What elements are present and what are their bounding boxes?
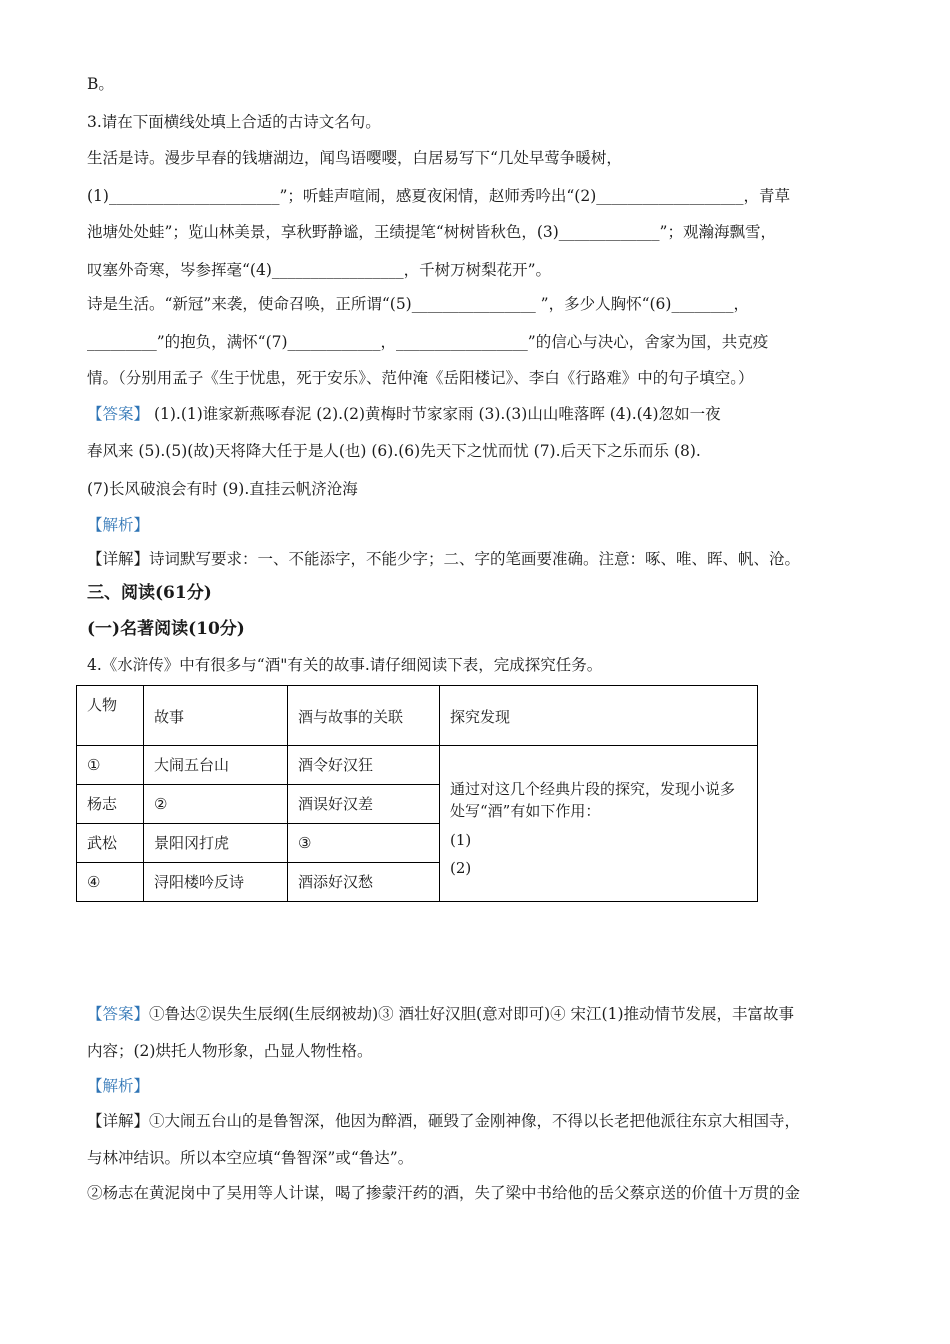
table-cell: 大闹五台山 — [144, 746, 288, 785]
table-cell: ③ — [288, 824, 440, 863]
text-line: _________”的抱负，满怀“(7)____________，_________________”的信心与决心，舍家为国，共克疫 — [87, 333, 769, 351]
table-cell: 浔阳楼吟反诗 — [144, 863, 288, 902]
table-cell: ① — [77, 746, 144, 785]
detail-tag: 【详解】 — [87, 1112, 150, 1130]
header-cell: 探究发现 — [440, 686, 758, 746]
question-4-title: 4.《水浒传》中有很多与“酒"有关的故事.请仔细阅读下表，完成探究任务。 — [87, 656, 603, 674]
text-line: (1)______________________”；听蛙声喧闹，感夏夜闲情，赵师秀吟出“(2)___________________，青草 — [87, 187, 791, 205]
text-line: 诗是生活。“新冠”来袭，使命召唤，正所谓“(5)________________ ”，多少人胸怀“(6)________， — [87, 295, 749, 313]
analysis-tag: 【解析】 — [87, 1077, 150, 1095]
table-cell: 酒令好汉狂 — [288, 746, 440, 785]
text-line: 春风来 (5).(5)(故)天将降大任于是人(也) (6).(6)先天下之忧而忧 (7).后天下之乐而乐 (8). — [87, 442, 701, 460]
finding-item: (2) — [450, 858, 472, 877]
detail-tag: 【详解】 — [87, 550, 150, 568]
answer-line — [87, 403, 867, 425]
answer-text: (1).(1)谁家新燕啄春泥 (2).(2)黄梅时节家家雨 (3).(3)山山唯落晖 (4).(4)忽如一夜 — [149, 405, 721, 423]
text-line: B。 — [87, 75, 114, 93]
research-table — [76, 685, 758, 902]
text-line: 与林冲结识。所以本空应填“鲁智深”或“鲁达”。 — [87, 1149, 414, 1167]
answer-line — [87, 1003, 867, 1025]
answer-text: ①鲁达②误失生辰纲(生辰纲被劫)③ 酒壮好汉胆(意对即可)④ 宋江(1)推动情节发展，丰富故事 — [149, 1005, 795, 1023]
text-line: (7)长风破浪会有时 (9).直挂云帆济沧海 — [87, 480, 358, 498]
table-cell: ② — [144, 785, 288, 824]
table-header-row — [77, 686, 758, 746]
text-line: ②杨志在黄泥岗中了吴用等人计谋，喝了掺蒙汗药的酒，失了梁中书给他的岳父蔡京送的价值十万贯的金 — [87, 1184, 801, 1202]
text-line: 情。（分别用孟子《生于忧患，死于安乐》、范仲淹《岳阳楼记》、李白《行路难》中的句子填空。） — [87, 369, 754, 387]
detail-line — [87, 1110, 867, 1132]
findings-cell — [440, 746, 758, 902]
table-cell: 杨志 — [77, 785, 144, 824]
table-row — [77, 746, 758, 785]
header-cell: 故事 — [144, 686, 288, 746]
subsection-heading: (一)名著阅读(10分) — [87, 619, 245, 639]
table-cell: 酒添好汉愁 — [288, 863, 440, 902]
text-line: 池塘处处蛙”；览山林美景，享秋野静谧，王绩提笔“树树皆秋色，(3)_____________”；观瀚海飘雪， — [87, 223, 776, 241]
section-heading: 三、阅读(61分) — [87, 583, 212, 603]
table-cell: 武松 — [77, 824, 144, 863]
detail-text: 诗词默写要求：一、不能添字，不能少字；二、字的笔画要准确。注意：啄、唯、晖、帆、沧。 — [149, 550, 801, 568]
header-cell: 人物 — [77, 686, 144, 746]
header-cell: 酒与故事的关联 — [288, 686, 440, 746]
detail-line — [87, 548, 867, 570]
finding-item: (1) — [450, 830, 472, 849]
answer-tag: 【答案】 — [87, 1005, 150, 1023]
text-line: 生活是诗。漫步早春的钱塘湖边，闻鸟语嘤嘤，白居易写下“几处早莺争暖树， — [87, 149, 622, 167]
table-cell: 景阳冈打虎 — [144, 824, 288, 863]
text-line: 内容；(2)烘托人物形象，凸显人物性格。 — [87, 1042, 373, 1060]
findings-text: 通过对这几个经典片段的探究，发现小说多处写“酒”有如下作用： — [450, 779, 736, 820]
table-cell: 酒误好汉差 — [288, 785, 440, 824]
table-cell: ④ — [77, 863, 144, 902]
question-3-title: 3.请在下面横线处填上合适的古诗文名句。 — [87, 113, 381, 131]
answer-tag: 【答案】 — [87, 405, 150, 423]
detail-text: ①大闹五台山的是鲁智深，他因为醉酒，砸毁了金刚神像，不得以长老把他派往东京大相国寺， — [149, 1112, 801, 1130]
text-line: 叹塞外奇寒，岑参挥毫“(4)_________________，千树万树梨花开”。 — [87, 261, 552, 279]
analysis-tag: 【解析】 — [87, 516, 150, 534]
